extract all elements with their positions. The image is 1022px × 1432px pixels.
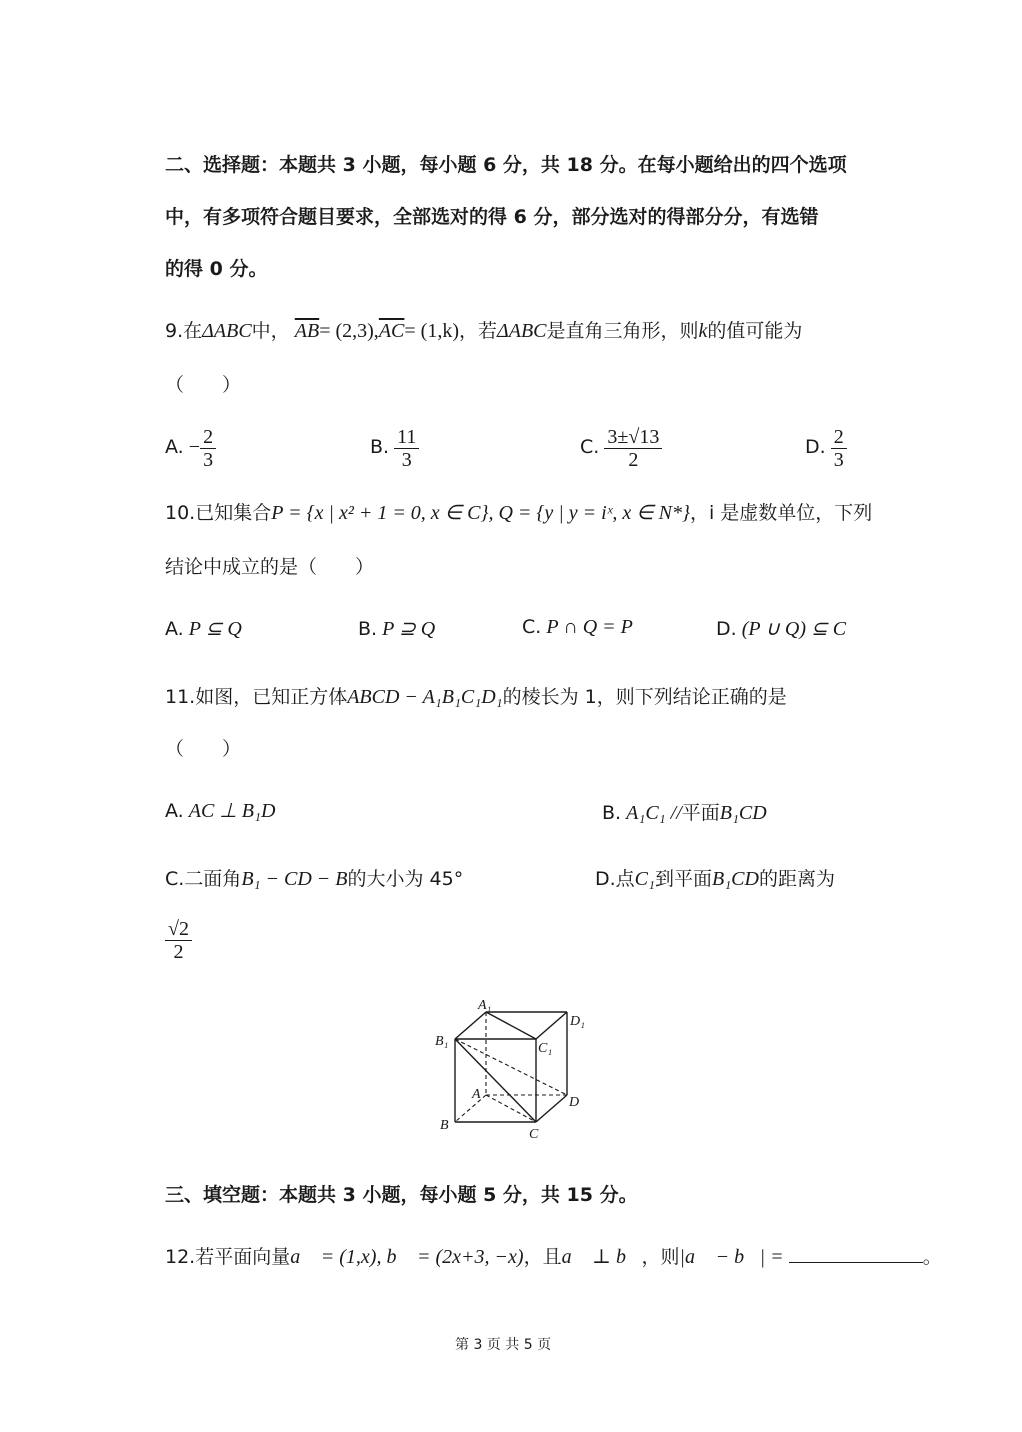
q9-option-c[interactable] bbox=[580, 426, 662, 471]
q9-triangle2: ΔABC bbox=[497, 320, 547, 342]
q9-option-b-num: 11 bbox=[394, 426, 419, 449]
label-a: A bbox=[472, 1087, 481, 1102]
q9-vector-ab: $\overline{AB}$ bbox=[294, 320, 320, 342]
label-d: D bbox=[569, 1095, 580, 1110]
section2-line3: 的得 0 分。 bbox=[165, 258, 268, 280]
q12-vectors: a⃗ = (1,x), b⃗ = (2x+3, −x) bbox=[290, 1246, 524, 1268]
q11-option-b[interactable] bbox=[602, 798, 767, 825]
q9-option-b-fraction bbox=[394, 426, 419, 471]
q10-suffix: ，i 是虚数单位，下列 bbox=[689, 502, 873, 524]
q9-eq2: = (1,k) bbox=[404, 320, 459, 342]
label-c: C bbox=[529, 1127, 539, 1142]
q11-option-d[interactable] bbox=[595, 864, 835, 891]
q10-option-d-label: D. bbox=[716, 618, 737, 640]
diag-b1-c bbox=[455, 1039, 536, 1122]
label-c1: C₁ bbox=[538, 1041, 553, 1056]
q9-option-c-den: 2 bbox=[628, 449, 639, 471]
q12-mid: ，且 bbox=[523, 1246, 562, 1268]
edge-c-d bbox=[536, 1095, 567, 1122]
q10-sets: P = {x | x² + 1 = 0, x ∈ C}, Q = {y | y = iˣ, x ∈ N*} bbox=[271, 502, 690, 524]
q11-option-b-cn: 平面 bbox=[681, 802, 720, 824]
q10-option-a-text: P ⊆ Q bbox=[188, 618, 242, 640]
q11-option-d-mid: 到平面 bbox=[654, 868, 712, 890]
q9-option-d[interactable] bbox=[805, 426, 847, 471]
label-b: B bbox=[440, 1118, 449, 1133]
q9-eq1: = (2,3), bbox=[319, 320, 379, 342]
q12-mid2: ，则 bbox=[641, 1246, 680, 1268]
q11-answer-paren: （ ） bbox=[165, 738, 242, 760]
label-b1: B₁ bbox=[435, 1034, 449, 1049]
q9-option-a-label: A. bbox=[165, 436, 184, 458]
q10-option-a-label: A. bbox=[165, 618, 184, 640]
q9-option-a-num: 2 bbox=[200, 426, 216, 449]
q9-option-c-num: 3±√13 bbox=[604, 426, 662, 449]
hidden-diag-a-c bbox=[486, 1095, 536, 1122]
q9-k: k bbox=[698, 320, 708, 342]
section2-line2: 中，有多项符合题目要求，全部选对的得 6 分，部分选对的得部分分，有选错 bbox=[165, 206, 819, 228]
q10-option-c[interactable] bbox=[522, 616, 633, 639]
q11-option-c[interactable] bbox=[165, 864, 463, 891]
q10-option-b-text: P ⊇ Q bbox=[382, 618, 436, 640]
q9-mid1: 中， bbox=[251, 320, 290, 342]
q11-option-c-suffix: 的大小为 45° bbox=[347, 868, 464, 890]
q11-option-d-fraction bbox=[165, 918, 192, 963]
hidden-edge-a-b bbox=[455, 1095, 486, 1122]
q11-suffix: 的棱长为 1，则下列结论正确的是 bbox=[502, 686, 787, 708]
q11-option-d-den: 2 bbox=[173, 941, 184, 963]
q11-option-d-suffix: 的距离为 bbox=[758, 868, 835, 890]
q9-option-a-den: 3 bbox=[203, 449, 214, 471]
q11-option-d-math2: B₁CD bbox=[711, 868, 759, 890]
q11-option-c-prefix: C.二面角 bbox=[165, 868, 242, 890]
q10-prefix: 10.已知集合 bbox=[165, 502, 272, 524]
q9-option-d-den: 3 bbox=[833, 449, 844, 471]
q10-option-c-label: C. bbox=[522, 616, 542, 638]
edge-c1-d1 bbox=[536, 1012, 567, 1039]
q11-option-a-text: AC ⊥ B₁D bbox=[188, 800, 276, 822]
q12-answer-blank[interactable] bbox=[789, 1244, 923, 1263]
q12-prefix: 12.若平面向量 bbox=[165, 1246, 291, 1268]
q11-stem bbox=[165, 682, 787, 709]
q10-stem bbox=[165, 498, 872, 525]
q12-perp: a⃗ ⊥ b⃗ bbox=[561, 1246, 642, 1268]
label-d1: D₁ bbox=[570, 1014, 585, 1029]
q11-option-d-num: √2 bbox=[165, 918, 192, 941]
q11-option-b-math2: B₁CD bbox=[719, 802, 767, 824]
q9-option-c-fraction bbox=[604, 426, 662, 471]
q12-end: 。 bbox=[922, 1246, 942, 1268]
q12-abs: |a⃗ − b⃗| = bbox=[679, 1246, 784, 1268]
edge-a1-b1 bbox=[455, 1012, 486, 1039]
q10-option-b[interactable] bbox=[358, 616, 435, 641]
q9-option-a-fraction bbox=[200, 426, 216, 471]
q12-stem bbox=[165, 1242, 942, 1269]
page-footer: 第 3 页 共 5 页 bbox=[455, 1337, 552, 1353]
q9-answer-paren: （ ） bbox=[165, 374, 242, 396]
q9-stem bbox=[165, 316, 802, 343]
diag-a1-c1 bbox=[486, 1012, 536, 1039]
q10-option-b-label: B. bbox=[358, 618, 378, 640]
q9-option-a[interactable] bbox=[165, 426, 216, 471]
cube-figure bbox=[430, 995, 600, 1145]
q11-option-a[interactable] bbox=[165, 798, 275, 823]
q9-mid3: 是直角三角形，则 bbox=[546, 320, 699, 342]
q11-prefix: 11.如图，已知正方体 bbox=[165, 686, 348, 708]
q11-option-a-label: A. bbox=[165, 800, 184, 822]
q10-option-c-text: P ∩ Q = P bbox=[546, 616, 633, 638]
q9-option-d-label: D. bbox=[805, 436, 826, 458]
q11-option-b-label: B. bbox=[602, 802, 622, 824]
q11-option-d-math1: C₁ bbox=[634, 868, 655, 890]
q9-mid2: ，若 bbox=[458, 320, 497, 342]
q9-triangle: ΔABC bbox=[202, 320, 252, 342]
section2-line1: 二、选择题：本题共 3 小题，每小题 6 分，共 18 分。在每小题给出的四个选项 bbox=[165, 154, 847, 176]
label-a1: A₁ bbox=[478, 998, 492, 1013]
q11-cube: ABCD − A₁B₁C₁D₁ bbox=[347, 686, 503, 708]
q11-option-c-math: B₁ − CD − B bbox=[241, 868, 348, 890]
q9-prefix: 9.在 bbox=[165, 320, 203, 342]
q9-suffix: 的值可能为 bbox=[707, 320, 803, 342]
q9-option-b-label: B. bbox=[370, 436, 390, 458]
q9-option-d-num: 2 bbox=[831, 426, 847, 449]
q9-option-a-sign: − bbox=[188, 436, 201, 458]
q10-option-a[interactable] bbox=[165, 616, 242, 641]
q9-option-d-fraction bbox=[831, 426, 847, 471]
q9-option-c-label: C. bbox=[580, 436, 600, 458]
q10-stem-line2: 结论中成立的是（ ） bbox=[165, 556, 375, 578]
q11-option-b-math: A₁C₁ // bbox=[626, 802, 682, 824]
q10-option-d[interactable] bbox=[716, 616, 846, 641]
q9-vector-ac: $\overline{AC}$ bbox=[378, 320, 405, 342]
q9-option-b-den: 3 bbox=[401, 449, 412, 471]
section3-title: 三、填空题：本题共 3 小题，每小题 5 分，共 15 分。 bbox=[165, 1184, 638, 1206]
q9-option-b[interactable] bbox=[370, 426, 419, 471]
q10-option-d-text: (P ∪ Q) ⊆ C bbox=[741, 618, 847, 640]
q11-option-d-prefix: D.点 bbox=[595, 868, 635, 890]
